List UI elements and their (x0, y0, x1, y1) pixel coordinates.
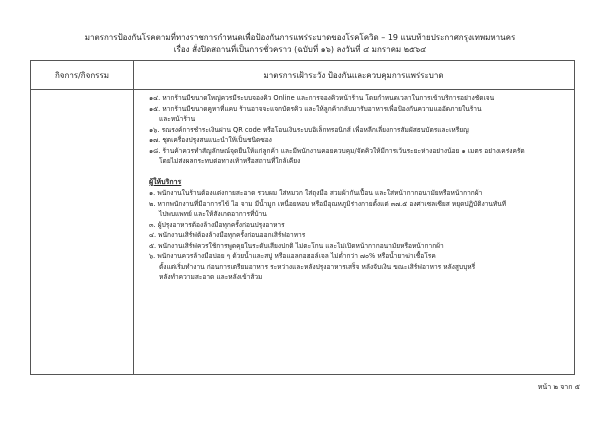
document-title-line-2: เรื่อง สั่งปิดสถานที่เป็นการชั่วคราว (ฉบับที่ ๑๖) ลงวันที่ ๔ มกราคม ๒๕๖๔ (173, 45, 427, 54)
column-divider (133, 61, 134, 374)
measure-item: ๑๗. ชุดเครื่องปรุงสนแนะนำให้เป็นชนิดซอง (149, 136, 272, 144)
measure-item: ๑๖. รณรงค์การชำระเงินผ่าน QR code หรือโอนเงินระบบอิเล็กทรอนิกส์ เพื่อหลีกเลี่ยงการสัมผัสธนบัตรและเหรียญ (149, 125, 469, 134)
staff-section-title: ผู้ให้บริการ (149, 177, 182, 186)
column-header-measures: มาตรการเฝ้าระวัง ป้องกันและควบคุมการแพร่ระบาด (263, 71, 444, 80)
staff-measure-item: ๒. หากพนักงานที่มีอาการไข้ ไอ จาม มีน้ำมูก เหนื่อยหอบ หรือมีอุณหภูมิร่างกายตั้งแต่ ๓๗.๕ องศาเซลเซียส หยุดปฏิบัติงานทันที ไปพบแพทย์ และให้สังเกตอาการที่บ้าน (149, 199, 507, 218)
measure-item: ๑๕. หากร้านมีขนาดคูหาที่แคบ ร้านอาจจะแจกบัตรคิว และให้ลูกค้ากลับมารับอาหารเพื่อป้องกันความแออัดภายในร้าน และหน้าร้าน (149, 104, 482, 123)
staff-measure-item: ๕. พนักงานเสิร์ฟควรใช้การพูดคุยในระดับเสียงปกติ ไม่ตะโกน และไม่เปิดหน้ากากอนามัยหรือหน้ากากผ้า (149, 241, 444, 250)
measure-item: ๑๔. หากร้านมีขนาดใหญ่ควรมีระบบจองคิว Online และการจองคิวหน้าร้าน โดยกำหนดเวลาในการเข้าบริการอย่างชัดเจน (149, 94, 495, 102)
document-title-line-1: มาตรการป้องกันโรคตามที่ทางราชการกำหนดเพื่อป้องกันการแพร่ระบาดของโรคโควิด – 19 แนบท้ายประกาศกรุงเทพมหานคร (84, 33, 516, 42)
staff-measure-item: ๖. พนักงานควรล้างมือบ่อย ๆ ด้วยน้ำและสบู่ หรือแอลกอฮอล์เจล ไม่ต่ำกว่า ๗๐% หรือน้ำยาฆ่าเชื้อโรค ตั้งแต่เริ่มทำงาน ก่อนการเตรียมอาหาร ระหว่างและหลังปรุงอาหารเสร็จ หลังจับเงิน ขณะเสิร์ฟอาหาร หลังสูบบุหรี่ หลังทำความสะอาด และหลังเข้าส้วม (149, 252, 476, 281)
column-header-activity: กิจการ/กิจกรรม (54, 71, 110, 80)
measure-item: ๑๘. ร้านค้าควรทำสัญลักษณ์จุดยืนให้แก่ลูกค้า และมีพนักงานคอยควบคุม/จัดคิวให้มีการเว้นระยะห่างอย่างน้อย ๑ เมตร อย่างเคร่งครัด โดยไม่ส่งผลกระทบต่อทางเท้าหรือสถานที่ใกล้เคียง (149, 146, 525, 165)
measures-table (30, 60, 575, 375)
staff-measure-item: ๑. พนักงานในร้านต้องแต่งกายสะอาด รวบผม ใส่หมวก ใส่ถุงมือ สวมผ้ากันเปื้อน และใส่หน้ากากอนามัยหรือหน้ากากผ้า (149, 189, 483, 197)
staff-measure-item: ๓. ผู้ปรุงอาหารต้องล้างมือทุกครั้งก่อนปรุงอาหาร (149, 220, 285, 229)
measures-content (149, 93, 568, 283)
page-number: หน้า ๒ จาก ๕ (537, 383, 580, 391)
staff-measure-item: ๔. พนักงานเสิร์ฟต้องล้างมือทุกครั้งก่อนออกเสิร์ฟอาหาร (149, 231, 306, 239)
header-row-divider (31, 89, 574, 90)
